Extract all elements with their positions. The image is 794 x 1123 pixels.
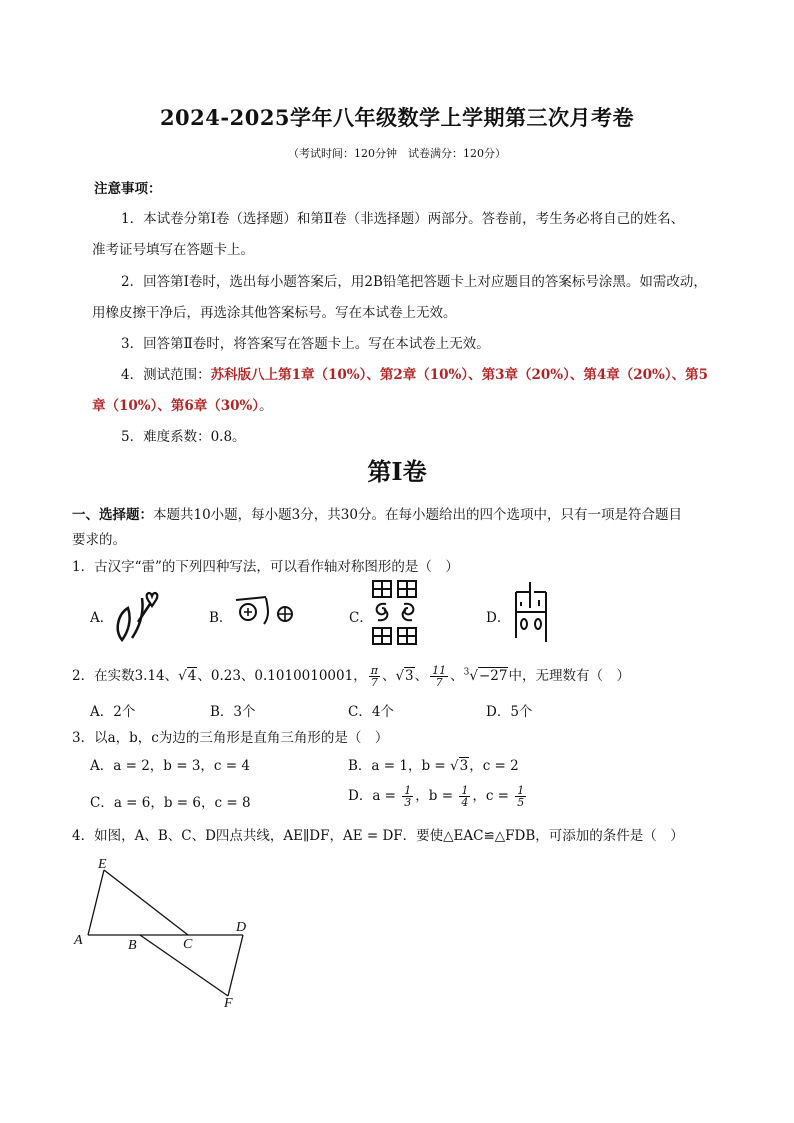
note-4-prefix: 4．测试范围：	[121, 367, 211, 383]
q4-geometry-figure	[68, 850, 258, 1010]
pi-num: π	[370, 664, 378, 677]
q3-d-c-frac	[515, 785, 526, 808]
q3-d-b-den: 4	[461, 796, 469, 809]
notes-heading: 注意事项：	[94, 181, 162, 197]
q3-option-c: C．a = 6，b = 6，c = 8	[90, 795, 251, 811]
sqrt4-radicand: 4	[187, 668, 197, 684]
lei-glyph-a-icon	[112, 582, 164, 642]
q3-d-mid2: ，c =	[472, 788, 514, 804]
q3-d-c-den: 5	[517, 796, 525, 809]
q4-stem: 4．如图，A、B、C、D四点共线，AE∥DF，AE = DF．要使△EAC≌△FDB，可添加的条件是（ ）	[72, 828, 684, 844]
point-label-f: F	[224, 996, 233, 1010]
note-4-range-a: 苏科版八上第1章（10%）、第2章（10%）、第3章（20%）、第4章（20%）、第5	[210, 367, 709, 383]
note-1b: 准考证号填写在答题卡上。	[92, 242, 254, 258]
q1-option-b-label: B．	[209, 610, 233, 626]
sqrt3-radicand: 3	[405, 668, 414, 684]
lei-glyph-d-icon	[508, 578, 554, 646]
q3-d-mid1: ，b =	[415, 788, 458, 804]
section-title: 一、选择题：	[72, 507, 153, 523]
q2-option-d: D．5个	[486, 704, 533, 720]
sqrt4: √4	[178, 668, 197, 684]
sqrt3: √3	[395, 668, 414, 684]
cube-root-index: 3	[463, 667, 470, 678]
section-desc: 本题共10小题，每小题3分，共30分。在每小题给出的四个选项中，只有一项是符合题目	[153, 507, 682, 523]
note-3: 3．回答第Ⅱ卷时，将答案写在答题卡上。写在本试卷上无效。	[121, 336, 490, 352]
q1-stem: 1．古汉字“雷”的下列四种写法，可以看作轴对称图形的是（ ）	[72, 559, 459, 575]
lei-glyph-c-icon	[370, 578, 420, 648]
cube-root-radicand: −27	[478, 668, 508, 684]
q1-option-d-label: D．	[486, 610, 511, 626]
q2-stem-post: 中，无理数有（ ）	[508, 668, 630, 684]
q3-d-b-num: 1	[461, 784, 469, 797]
q3-option-d	[348, 784, 528, 808]
point-label-e: E	[98, 857, 107, 872]
q3-b-post: ，c = 2	[469, 758, 519, 774]
exam-subtitle: （考试时间：120分钟 试卷满分：120分）	[288, 147, 506, 160]
point-label-a: A	[74, 933, 83, 948]
lei-glyph-b-icon	[232, 594, 296, 628]
q3-d-a-den: 3	[404, 796, 412, 809]
frac-den: 7	[435, 676, 443, 689]
note-4b	[92, 394, 273, 414]
q3-option-a: A．a = 2，b = 3，c = 4	[90, 758, 250, 774]
note-1a: 1．本试卷分第Ⅰ卷（选择题）和第Ⅱ卷（非选择题）两部分。答卷前，考生务必将自己的姓名、	[121, 211, 685, 227]
note-4-suffix: 。	[259, 398, 273, 414]
q2-mid1: 、0.23、0.1010010001，	[197, 668, 367, 684]
pi-over-7	[369, 665, 380, 688]
pi-den: 7	[370, 676, 378, 689]
segment-ec	[104, 870, 188, 935]
q2-option-b: B．3个	[210, 704, 256, 720]
point-label-d: D	[236, 920, 247, 935]
q2-mid2: 、	[381, 668, 396, 684]
note-4a	[121, 363, 708, 383]
section-line-b: 要求的。	[72, 532, 126, 548]
note-2b: 用橡皮擦干净后，再选涂其他答案标号。写在本试卷上无效。	[92, 305, 457, 321]
q3-stem: 3．以a，b，c为边的三角形是直角三角形的是（ ）	[72, 730, 389, 746]
q3-d-c-num: 1	[517, 784, 525, 797]
q2-stem-pre: 2．在实数3.14、	[72, 668, 179, 684]
q2-mid3: 、	[414, 668, 429, 684]
q2-option-c: C．4个	[348, 704, 394, 720]
q3-d-a-num: 1	[404, 784, 412, 797]
q2-stem	[72, 664, 630, 688]
segment-ae	[88, 870, 104, 935]
q3-d-pre: D．a =	[348, 788, 401, 804]
q2-option-a: A．2个	[90, 704, 136, 720]
frac-num: 11	[432, 664, 447, 677]
q1-option-a-label: A．	[90, 610, 114, 626]
point-label-c: C	[183, 937, 193, 952]
q3-b-pre: B．a = 1，b =	[348, 758, 450, 774]
page-title: 2024-2025学年八年级数学上学期第三次月考卷	[159, 105, 635, 130]
note-2a: 2．回答第Ⅰ卷时，选出每小题答案后，用2B铅笔把答题卡上对应题目的答案标号涂黑。如需改动，	[121, 274, 707, 290]
section-line-a	[72, 503, 682, 523]
eleven-over-7	[430, 665, 448, 688]
volume-heading: 第Ⅰ卷	[367, 457, 427, 486]
cube-root: $^3$√−27	[463, 667, 508, 684]
point-label-b: B	[128, 938, 137, 953]
q3-d-b-frac	[459, 785, 470, 808]
note-5: 5．难度系数：0.8。	[121, 429, 246, 445]
segment-df	[228, 935, 243, 996]
q1-option-c-label: C．	[349, 610, 373, 626]
note-4-range-b: 章（10%）、第6章（30%）	[92, 398, 260, 414]
q3-b-radicand: 3	[459, 758, 469, 774]
q3-option-b: B．a = 1，b = √3，c = 2	[348, 758, 519, 774]
q2-mid4: 、	[450, 668, 464, 684]
q3-d-a-frac	[402, 785, 413, 808]
